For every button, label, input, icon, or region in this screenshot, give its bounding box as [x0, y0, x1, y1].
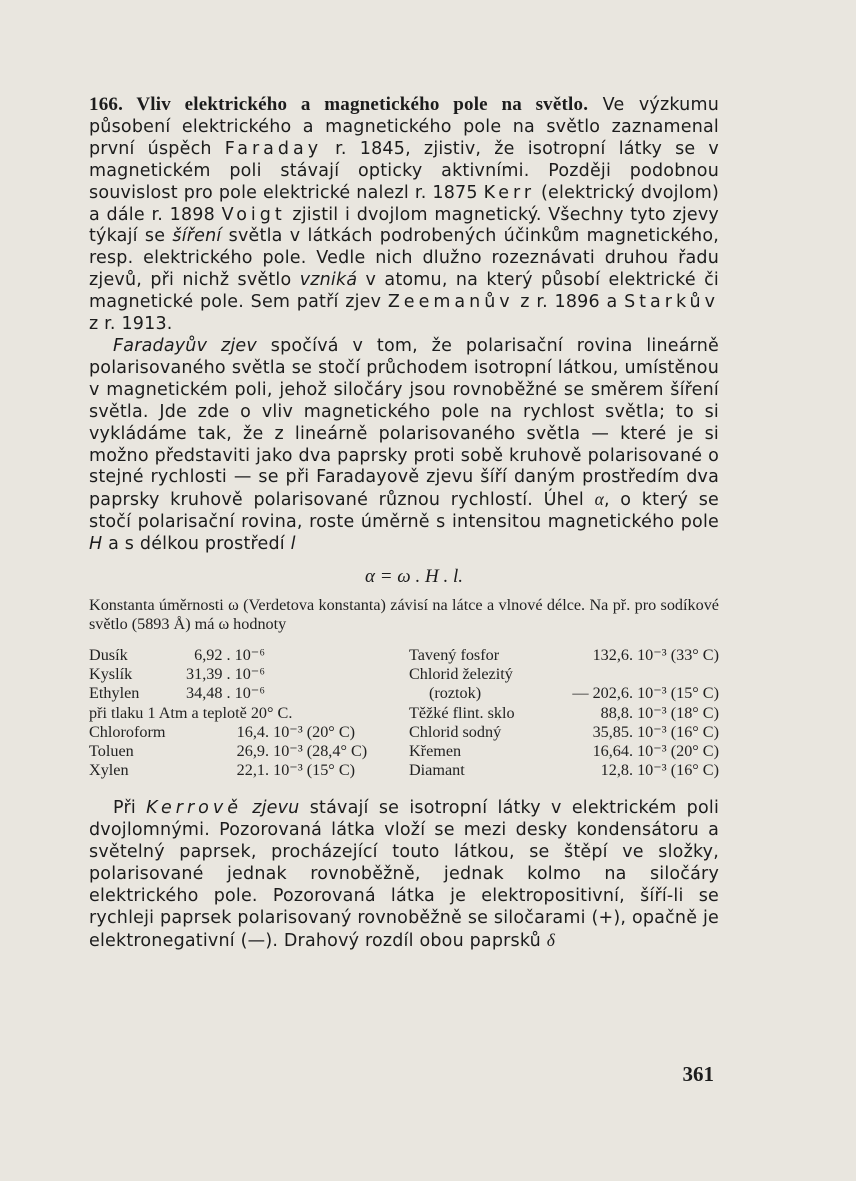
table-cell: Ethylen: [89, 684, 140, 703]
table-cell: . 10⁻³ (33° C): [628, 646, 719, 665]
table-cell: 6,92 . 10⁻⁶: [194, 646, 265, 665]
table-cell: Diamant: [408, 761, 465, 780]
symbol-h: H: [89, 534, 103, 555]
table-cell: Chlorid železitý: [408, 665, 513, 684]
table-cell: Xylen: [89, 761, 129, 780]
table-cell: 22,1: [236, 761, 265, 780]
faraday-effect-lead: Faradayův zjev: [113, 335, 257, 356]
text-run: stávají se isotropní látky v elektrickém poli dvojlomnými. Pozorovaná látka vloží se mezi desky kondensátoru a světelný paprsek, procházející touto látkou, se štěpí ve složky, polarisované jednak rovnoběžně, jednak kolmo na siločáry elektrického pole. Pozorovaná látka je elektropositivní, šíří-li se rychleji paprsek polarisovaný rovnoběžně se siločarami (+), opačně je elektronegativní (—). Drahový rozdíl obou paprsků: [89, 798, 720, 951]
table-cell: 16,64: [592, 742, 629, 761]
table-cell: 12,8: [600, 761, 629, 780]
name-voigt: Voigt: [221, 204, 286, 225]
emph-sireni: šíření: [172, 226, 222, 247]
table-row: [89, 761, 367, 780]
table-cell: . 10⁻³ (16° C): [628, 761, 719, 780]
text-run: (elektrický dvojlom) a dále r. 1898: [89, 182, 719, 225]
table-cell: při tlaku 1 Atm a teplotě 20° C.: [89, 703, 293, 722]
table-left: [89, 646, 367, 780]
table-row: [409, 684, 719, 703]
table-row: [89, 646, 367, 665]
table-cell: Dusík: [89, 646, 128, 665]
table-cell: — 202,6: [572, 684, 629, 703]
section-heading: 166. Vliv elektrického a magnetického pole na světlo.: [89, 94, 589, 115]
table-cell: . 10⁻³ (16° C): [628, 722, 719, 741]
name-stark: Starkův: [624, 292, 719, 313]
text-run: z r. 1913.: [89, 314, 173, 335]
table-row: [409, 704, 719, 723]
verdet-tables: [89, 646, 719, 780]
text-run: Ve výzkumu působení elektrického a magnetického pole na světlo zaznamenal první úspěch: [89, 95, 720, 159]
section-paragraph: [89, 94, 719, 336]
table-row: [409, 646, 719, 665]
table-cell: 34,48 . 10⁻⁶: [186, 684, 265, 703]
text-run: z r. 1896 a: [513, 292, 625, 313]
table-cell: 31,39 . 10⁻⁶: [186, 665, 265, 684]
table-cell: . 10⁻³ (15° C): [628, 684, 719, 703]
table-cell: . 10⁻³ (18° C): [628, 703, 719, 722]
text-run: Při: [113, 798, 147, 819]
table-row: [89, 723, 367, 742]
text-run: a s délkou prostředí: [102, 534, 291, 555]
table-cell: . 10⁻³ (20° C): [265, 722, 356, 741]
table-row: [409, 742, 719, 761]
table-row: [409, 665, 719, 684]
table-row: [89, 704, 367, 723]
verdet-note: Konstanta úměrnosti ω (Verdetova konstanta) závisí na látce a vlnové délce. Na př. pro sodíkové světlo (5893 Å) má ω hodnoty: [89, 596, 719, 634]
table-cell: 26,9: [236, 742, 265, 761]
table-cell: [265, 646, 367, 665]
name-zeeman: Zeemanův: [387, 292, 514, 313]
name-kerr: Kerr: [483, 182, 536, 203]
symbol-alpha: α: [594, 489, 604, 510]
name-faraday: Faraday: [224, 138, 323, 159]
text-run: zjistil i dvojlom magnetický. Všechny tyto zjevy týkají se: [89, 204, 719, 247]
text-run: r. 1845, zjistiv, že isotropní látky se v magnetickém poli stávají opticky aktivními. Později podobnou souvislost pro pole elektrické nalezl r. 1875: [89, 138, 719, 203]
word-zjevu: zjevu: [241, 798, 300, 819]
table-cell: Chlorid sodný: [408, 722, 502, 741]
table-cell: . 10⁻³ (28,4° C): [265, 742, 368, 761]
kerr-paragraph: [89, 798, 719, 952]
formula: α = ω . H . l.: [365, 566, 463, 588]
table-cell: (roztok): [428, 684, 482, 703]
text-run: světla v látkách podrobených účinkům magnetického, resp. elektrického pole. Vedle nich dlužno rozeznávati druhou řadu zjevů, při nichž světlo: [89, 226, 719, 291]
table-cell: 35,85: [592, 722, 629, 741]
page-number: 361: [682, 1062, 714, 1086]
table-row: [89, 742, 367, 761]
table-cell: Těžké flint. sklo: [408, 703, 515, 722]
table-cell: 132,6: [592, 646, 629, 665]
table-cell: 16,4: [236, 722, 265, 741]
table-cell: Chloroform: [89, 722, 166, 741]
table-row: [89, 684, 367, 703]
page-content: [89, 94, 719, 953]
symbol-l: l: [290, 534, 296, 555]
table-row: [409, 723, 719, 742]
table-cell: [265, 665, 367, 684]
emph-vznika: vzniká: [299, 270, 358, 291]
table-row: [89, 665, 367, 684]
text-run: , o který se stočí polarisační rovina, roste úměrně s intensitou magnetického pole: [89, 490, 719, 533]
table-cell: 88,8: [600, 703, 629, 722]
table-cell: [265, 684, 367, 703]
text-run: v atomu, na který působí elektrické či magnetické pole. Sem patří zjev: [89, 270, 719, 313]
name-kerrove: Kerrově: [146, 798, 242, 819]
table-cell: . 10⁻³ (20° C): [628, 742, 719, 761]
table-cell: Kyslík: [89, 665, 133, 684]
table-right: [409, 646, 719, 780]
text-run: spočívá v tom, že polarisační rovina lineárně polarisovaného světla se stočí průchodem isotropní látkou, umístěnou v magnetickém poli, jehož siločáry jsou rovnoběžné se směrem šíření světla. Jde zde o vliv magnetického pole na rychlost světla; to si vykládáme tak, že z lineárně polarisovaného světla — které je si možno představiti jako dva paprsky proti sobě kruhově polarisované o stejné rychlosti — se při Faradayově zjevu šíří daným prostředím dva paprsky kruhově polarisované různou rychlostí. Úhel: [89, 335, 719, 511]
table-cell: . 10⁻³ (15° C): [265, 761, 356, 780]
table-row: [409, 761, 719, 780]
table-cell: Toluen: [89, 742, 134, 761]
table-cell: Tavený fosfor: [408, 646, 500, 665]
faraday-paragraph: [89, 336, 719, 556]
table-cell: Křemen: [408, 742, 462, 761]
symbol-delta: δ: [546, 929, 556, 950]
